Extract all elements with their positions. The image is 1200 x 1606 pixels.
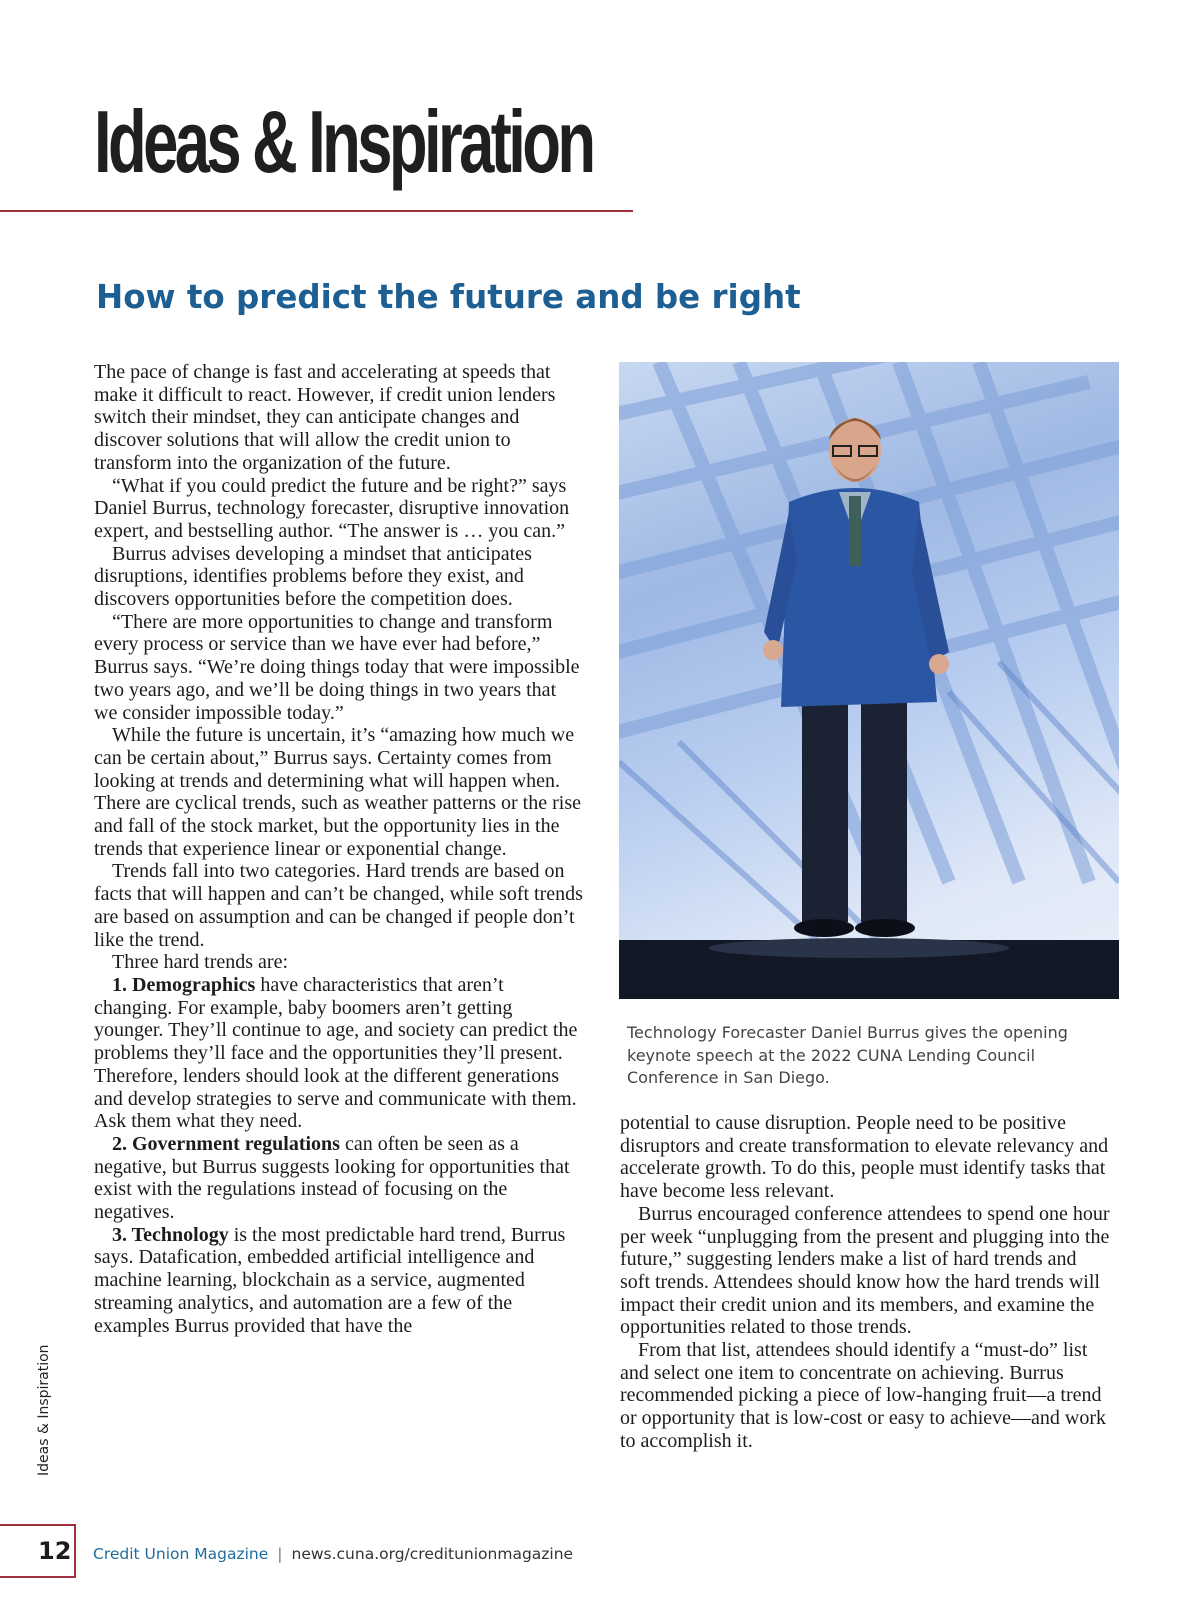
section-title: Ideas & Inspiration xyxy=(94,92,593,191)
paragraph-text: Burrus encouraged conference attendees to spend one hour per week “unplugging from the present and plugging into the future,” suggesting lenders make a list of hard trends and soft trends. Attendees should know how the hard trends will impact their credit union and its members, and examine the opportunities related to those trends. xyxy=(620,1202,1110,1339)
body-paragraph xyxy=(94,475,584,543)
article-headline: How to predict the future and be right xyxy=(96,278,801,316)
paragraph-text: potential to cause disruption. People need to be positive disruptors and create transformation to elevate relevancy and accelerate growth. To do this, people must identify tasks that have become less relevant. xyxy=(620,1112,1109,1203)
body-paragraph xyxy=(94,860,584,951)
body-paragraph xyxy=(94,724,584,860)
body-paragraph xyxy=(620,1339,1110,1453)
speaker-photo xyxy=(619,362,1119,999)
footer-url[interactable]: news.cuna.org/creditunionmagazine xyxy=(291,1545,574,1563)
body-paragraph xyxy=(94,974,584,1133)
paragraph-text: Trends fall into two categories. Hard trends are based on facts that will happen and can’t be changed, while soft trends are based on assumption and can be changed if people don’t like the trend. xyxy=(94,860,583,951)
body-paragraph xyxy=(94,361,584,475)
body-column-right xyxy=(620,1112,1110,1453)
title-rule xyxy=(0,210,633,212)
paragraph-text: From that list, attendees should identify a “must-do” list and select one item to concentrate on achieving. Burrus recommended picking a piece of low-hanging fruit—a trend or opportunity that is low-cost or easy to achieve—and work to accomplish it. xyxy=(620,1339,1106,1452)
photo-caption: Technology Forecaster Daniel Burrus gives the opening keynote speech at the 2022 CUNA Lending Council Conference in San Diego. xyxy=(627,1023,1068,1087)
body-paragraph xyxy=(620,1112,1110,1203)
paragraph-text: can often be seen as a negative, but Burrus suggests looking for opportunities that exist with the regulations instead of focusing on the negatives. xyxy=(94,1132,570,1224)
paragraph-text: Burrus advises developing a mindset that anticipates disruptions, identifies problems before they exist, and discovers opportunities before the competition does. xyxy=(94,542,532,611)
paragraph-lead-bold: 2. Government regulations xyxy=(112,1132,340,1155)
paragraph-text: The pace of change is fast and accelerating at speeds that make it difficult to react. However, if credit union lenders switch their mindset, they can anticipate changes and discover solutions that will allow the credit union to transform into the organization of the future. xyxy=(94,361,556,474)
paragraph-text: While the future is uncertain, it’s “amazing how much we can be certain about,” Burrus says. Certainty comes from looking at trends and determining what will happen when. There are cyclical trends, such as weather patterns or the rise and fall of the stock market, but the opportunity lies in the trends that experience linear or exponential change. xyxy=(94,724,581,860)
body-paragraph xyxy=(94,543,584,611)
paragraph-text: “What if you could predict the future and be right?” says Daniel Burrus, technology forecaster, disruptive innovation expert, and bestselling author. “The answer is … you can.” xyxy=(94,474,570,542)
paragraph-text: is the most predictable hard trend, Burrus says. Datafication, embedded artificial intelligence and machine learning, blockchain as a service, augmented streaming analytics, and automation are a few of the examples Burrus provided that have the xyxy=(94,1223,566,1337)
paragraph-text: Three hard trends are: xyxy=(112,951,289,974)
body-paragraph xyxy=(94,1224,584,1338)
body-column-left xyxy=(94,361,584,1337)
footer xyxy=(93,1545,573,1563)
footer-magazine-name: Credit Union Magazine xyxy=(93,1545,269,1563)
page-number: 12 xyxy=(38,1537,72,1565)
paragraph-text: “There are more opportunities to change and transform every process or service than we have ever had before,” Burrus says. “We’re doing things today that were impossible two years ago, and we’ll be doing things in two years that we consider impossible today.” xyxy=(94,610,580,724)
paragraph-text: have characteristics that aren’t changing. For example, baby boomers aren’t getting younger. They’ll continue to age, and society can predict the problems they’ll face and the opportunities they’ll present. Therefore, lenders should look at the different generations and develop strategies to serve and communicate with them. Ask them what they need. xyxy=(94,973,578,1133)
body-paragraph xyxy=(94,951,584,974)
footer-separator: | xyxy=(277,1545,283,1563)
paragraph-lead-bold: 3. Technology xyxy=(112,1223,229,1246)
paragraph-lead-bold: 1. Demographics xyxy=(112,973,256,996)
side-section-label: Ideas & Inspiration xyxy=(36,1344,52,1476)
body-paragraph xyxy=(94,611,584,725)
body-paragraph xyxy=(94,1133,584,1224)
body-paragraph xyxy=(620,1203,1110,1339)
